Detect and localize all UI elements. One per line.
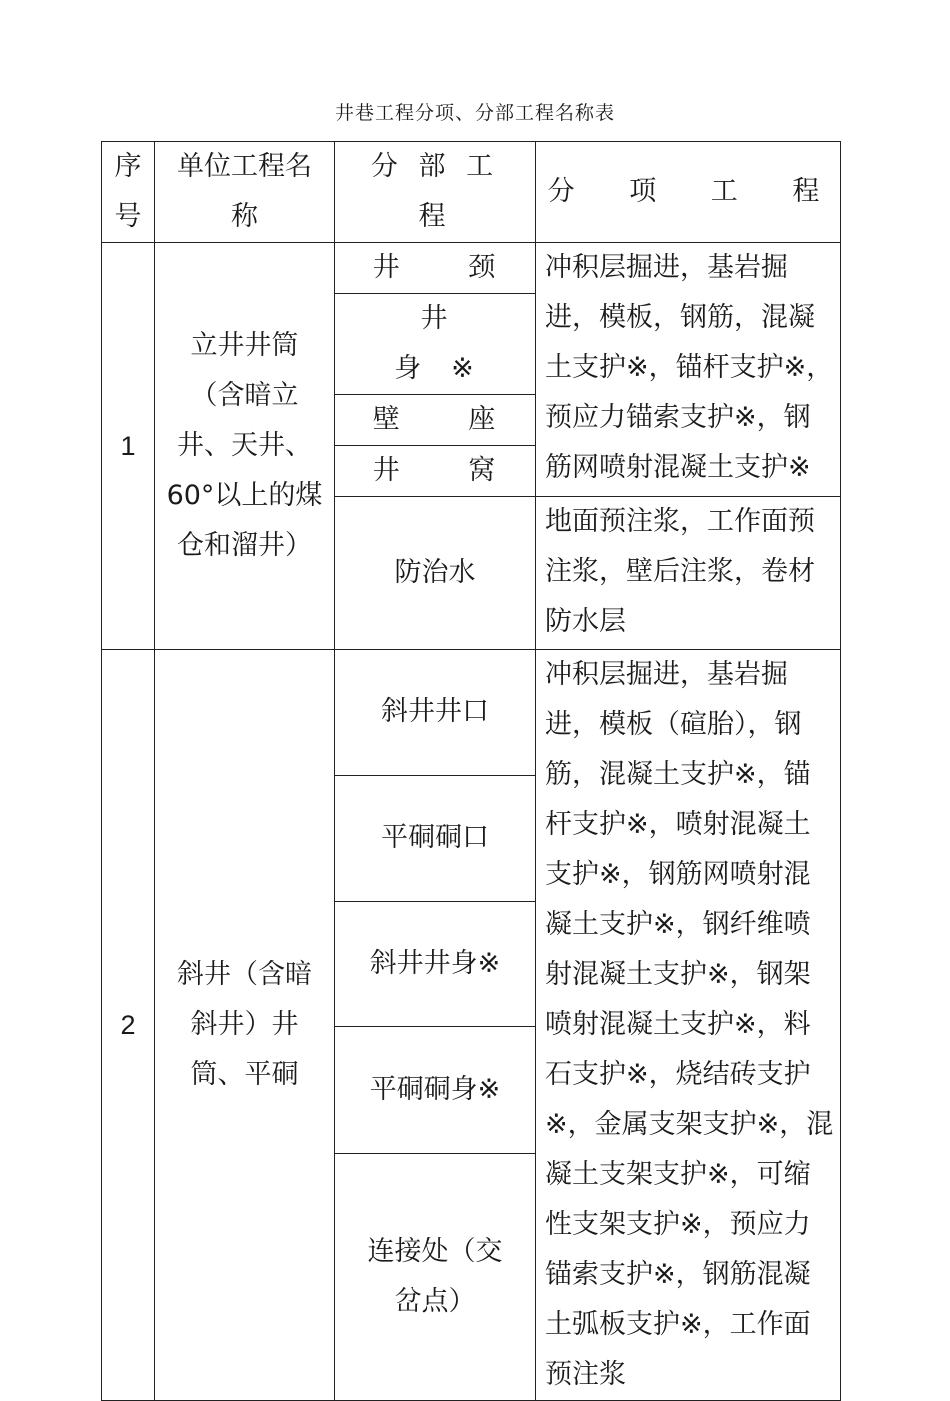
division-cell: 井 身※ [335,294,536,395]
division-cell: 井 窝 [335,446,536,497]
header-items: 分 项 工 程 [536,142,841,243]
division-cell: 平硐硐口 [335,775,536,901]
division-cell: 连接处（交岔点） [335,1154,536,1401]
row-seq: 2 [102,650,155,1401]
division-cell: 防治水 [335,497,536,650]
division-cell: 斜井井身※ [335,901,536,1027]
items-cell: 地面预注浆，工作面预注浆，壁后注浆，卷材防水层 [536,497,841,650]
table-row [102,650,841,776]
row-unit: 立井井筒（含暗立井、天井、60°以上的煤仓和溜井） [155,243,335,650]
header-unit: 单位工程名称 [155,142,335,243]
engineering-items-table [101,141,841,1401]
division-cell: 井 颈 [335,243,536,294]
items-cell: 冲积层掘进，基岩掘进，模板，钢筋，混凝土支护※，锚杆支护※，预应力锚索支护※，钢筋网喷射混凝土支护※ [536,243,841,497]
header-division: 分 部 工 程 [335,142,536,243]
row-unit: 斜井（含暗斜井）井筒、平硐 [155,650,335,1401]
row-seq: 1 [102,243,155,650]
division-cell: 斜井井口 [335,650,536,776]
header-seq: 序号 [102,142,155,243]
division-cell: 壁 座 [335,395,536,446]
division-cell: 平硐硐身※ [335,1027,536,1154]
page-title: 井巷工程分项、分部工程名称表 [334,102,615,124]
items-cell: 冲积层掘进，基岩掘进，模板（碹胎），钢筋，混凝土支护※，锚杆支护※，喷射混凝土支护※，钢筋网喷射混凝土支护※，钢纤维喷射混凝土支护※，钢架喷射混凝土支护※，料石支护※，烧结砖支护※，金属支架支护※，混凝土支架支护※，可缩性支架支护※，预应力锚索支护※，钢筋混凝土弧板支护※，工作面预注浆 [536,650,841,1401]
table-row [102,243,841,294]
table-header-row [102,142,841,243]
